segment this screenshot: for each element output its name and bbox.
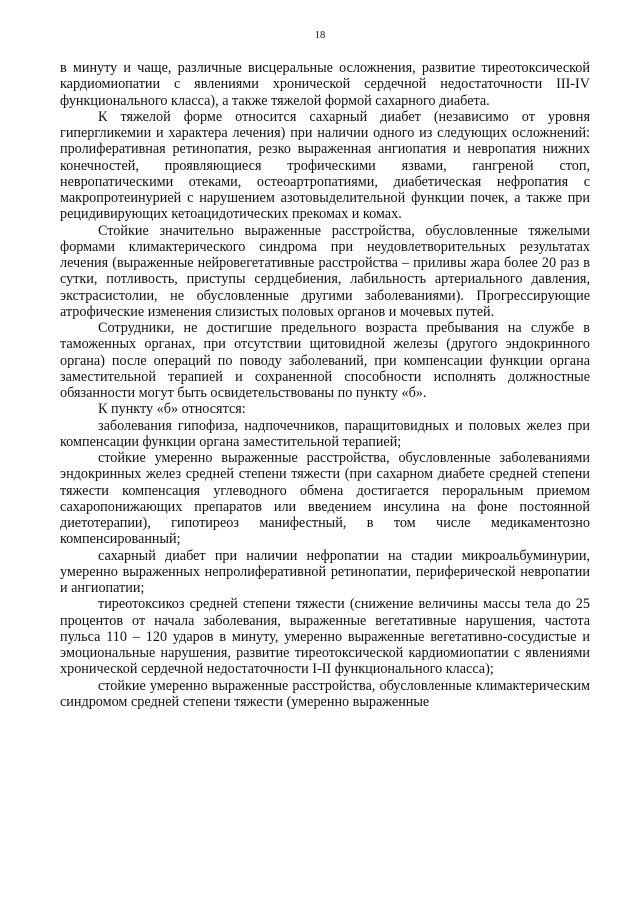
paragraph-pituitary: заболевания гипофиза, надпочечников, паращитовидных и половых желез при компенсации функции органа заместительной терапией; — [60, 417, 590, 450]
paragraph-moderate-disorders: стойкие умеренно выраженные расстройства, обусловленные заболеваниями эндокринных желез средней степени тяжести (при сахарном диабете средней степени тяжести компенсация углеводного обмена достигается пероральным приемом сахаропонижающих препаратов или введением инсулина на фоне постоянной диетотерапии), гипотиреоз манифестный, в том числе медикаментозно компенсированный; — [60, 450, 590, 548]
document-body — [60, 60, 590, 710]
paragraph-employees: Сотрудники, не достигшие предельного возраста пребывания на службе в таможенных органах, при отсутствии щитовидной железы (другого эндокринного органа) после операций по поводу заболеваний, при компенсации функции органа заместительной терапией и сохраненной способности исполнять должностные обязанности могут быть освидетельствованы по пункту «б». — [60, 320, 590, 401]
paragraph-climacteric-severe: Стойкие значительно выраженные расстройства, обусловленные тяжелыми формами климактерического синдрома при неудовлетворительных результатах лечения (выраженные нейровегетативные расстройства – приливы жара более 20 раз в сутки, потливость, приступы сердцебиения, лабильность артериального давления, экстрасистолии, не обусловленные другими заболеваниями). Прогрессирующие атрофические изменения слизистых половых органов и мочевых путей. — [60, 222, 590, 320]
paragraph-continuation: в минуту и чаще, различные висцеральные осложнения, развитие тиреотоксической кардиомиопатии с явлениями хронической сердечной недостаточности III-IV функционального класса), а также тяжелой формой сахарного диабета. — [60, 60, 590, 109]
page-number: 18 — [314, 30, 326, 41]
paragraph-thyrotoxicosis: тиреотоксикоз средней степени тяжести (снижение величины массы тела до 25 процентов от начала заболевания, выраженные вегетативные нарушения, частота пульса 110 – 120 ударов в минуту, умеренно выраженные вегетативно-сосудистые и эмоциональные нарушения, развитие тиреотоксической кардиомиопатии с явлениями хронической сердечной недостаточности I-II функционального класса); — [60, 596, 590, 678]
paragraph-severe-diabetes: К тяжелой форме относится сахарный диабет (независимо от уровня гипергликемии и характера лечения) при наличии одного из следующих осложнений: пролиферативная ретинопатия, резко выраженная ангиопатия и невропатия нижних конечностей, проявляющиеся трофическими язвами, гангреной стоп, невропатическими отеками, остеоартропатиями, диабетическая нефропатия с макропротеинурией с нарушением азотовыделительной функции почек, а также при рецидивирующих кетоацидотических прекомах и комах. — [60, 108, 590, 223]
paragraph-item-b-heading: К пункту «б» относятся: — [98, 401, 246, 418]
paragraph-diabetes-nephropathy: сахарный диабет при наличии нефропатии на стадии микроальбуминурии, умеренно выраженных непролиферативной ретинопатии, периферической невропатии и ангиопатии; — [60, 547, 590, 596]
paragraph-climacteric-moderate: стойкие умеренно выраженные расстройства, обусловленные климактерическим синдромом средней степени тяжести (умеренно выраженные — [60, 677, 590, 710]
